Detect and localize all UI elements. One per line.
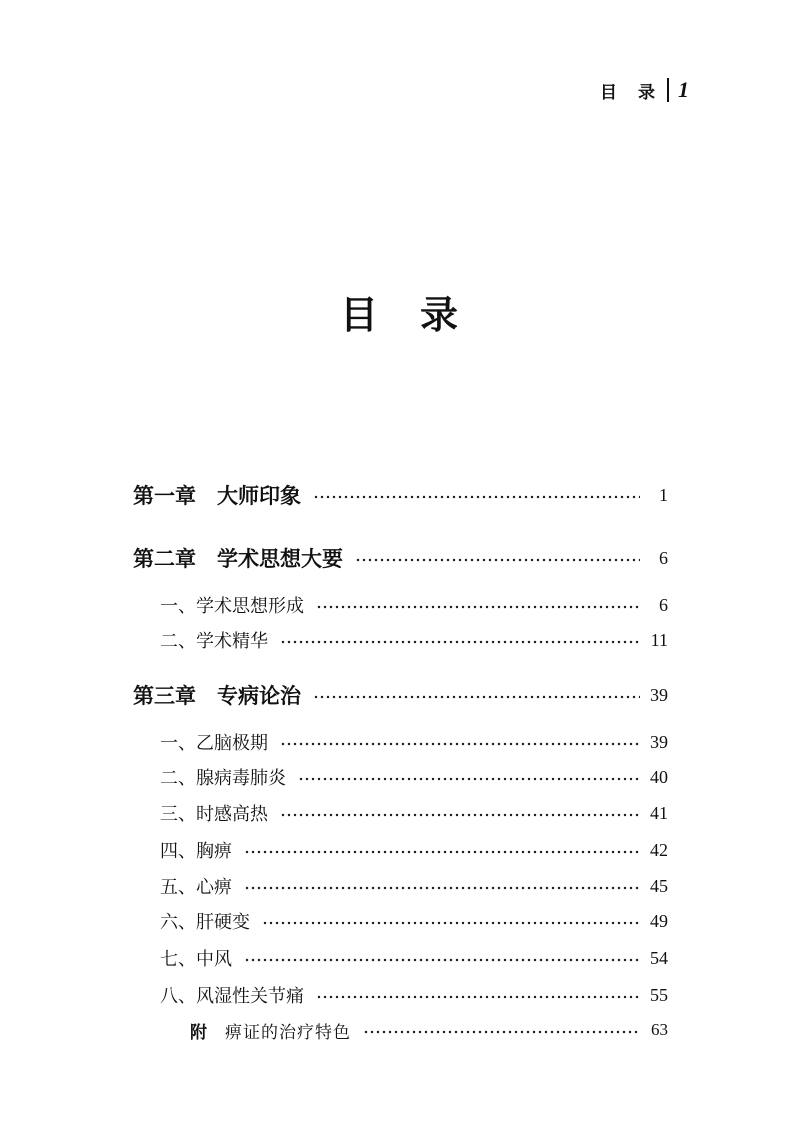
dot-leader [262, 921, 640, 925]
toc-entry-page: 55 [650, 984, 668, 1005]
toc-entry-page: 40 [650, 766, 668, 787]
toc-entry-page: 41 [650, 802, 668, 823]
toc-entry-page: 45 [650, 875, 668, 896]
toc-chapter [133, 680, 668, 710]
toc-entry-label: 一、乙脑极期 [160, 733, 268, 754]
toc-entry-page: 54 [650, 947, 668, 968]
toc-entry-label: 第一章 大师印象 [133, 483, 301, 508]
toc-entry-label: 二、学术精华 [160, 631, 268, 652]
toc-section [160, 871, 668, 901]
toc-section [160, 727, 668, 757]
dot-leader [244, 886, 640, 890]
dot-leader [355, 558, 640, 562]
dot-leader [313, 695, 640, 699]
toc-entry-label: 二、腺病毒肺炎 [160, 768, 286, 789]
toc-section [160, 625, 668, 655]
toc-entry-label: 一、学术思想形成 [160, 596, 304, 617]
toc-appendix [190, 1015, 668, 1045]
toc-entry-page: 39 [650, 731, 668, 752]
toc-entry-label: 第二章 学术思想大要 [133, 546, 343, 571]
toc-entry-page: 1 [659, 484, 668, 505]
dot-leader [298, 777, 640, 781]
dot-leader [316, 995, 640, 999]
running-header [600, 76, 720, 104]
toc-entry-label: 八、风湿性关节痛 [160, 986, 304, 1007]
toc-chapter [133, 543, 668, 573]
header-divider [667, 78, 669, 102]
toc-entry-page: 39 [650, 684, 668, 705]
header-page-number: 1 [678, 77, 689, 102]
toc-section [160, 798, 668, 828]
toc-section [160, 906, 668, 936]
toc-entry-label: 六、肝硬变 [160, 912, 250, 933]
dot-leader [280, 813, 640, 817]
toc-entry-label: 三、时感高热 [160, 804, 268, 825]
toc-section [160, 943, 668, 973]
toc-entry-label: 七、中风 [160, 949, 232, 970]
toc-entry-page: 6 [659, 594, 668, 615]
toc-entry-page: 49 [650, 910, 668, 931]
dot-leader [313, 495, 640, 499]
toc-entry-page: 63 [651, 1020, 668, 1039]
toc-chapter [133, 480, 668, 510]
dot-leader [316, 605, 640, 609]
dot-leader [244, 958, 640, 962]
toc-entry-label: 第三章 专病论治 [133, 683, 301, 708]
toc-entry-page: 42 [650, 839, 668, 860]
toc-entry-label: 五、心痹 [160, 877, 232, 898]
toc-section [160, 762, 668, 792]
toc-entry-page: 11 [650, 629, 668, 650]
toc-entry-label: 痹证的治疗特色 [225, 1022, 351, 1043]
toc-section [160, 980, 668, 1010]
dot-leader [363, 1030, 640, 1034]
dot-leader [280, 742, 640, 746]
toc-section [160, 590, 668, 620]
toc-entry-page: 6 [659, 547, 668, 568]
toc-section [160, 835, 668, 865]
dot-leader [280, 640, 640, 644]
page-title: 目 录 [339, 292, 460, 337]
dot-leader [244, 850, 640, 854]
running-title: 目 录 [600, 82, 657, 103]
toc-entry-label: 四、胸痹 [160, 841, 232, 862]
appendix-marker: 附 [190, 1022, 207, 1043]
